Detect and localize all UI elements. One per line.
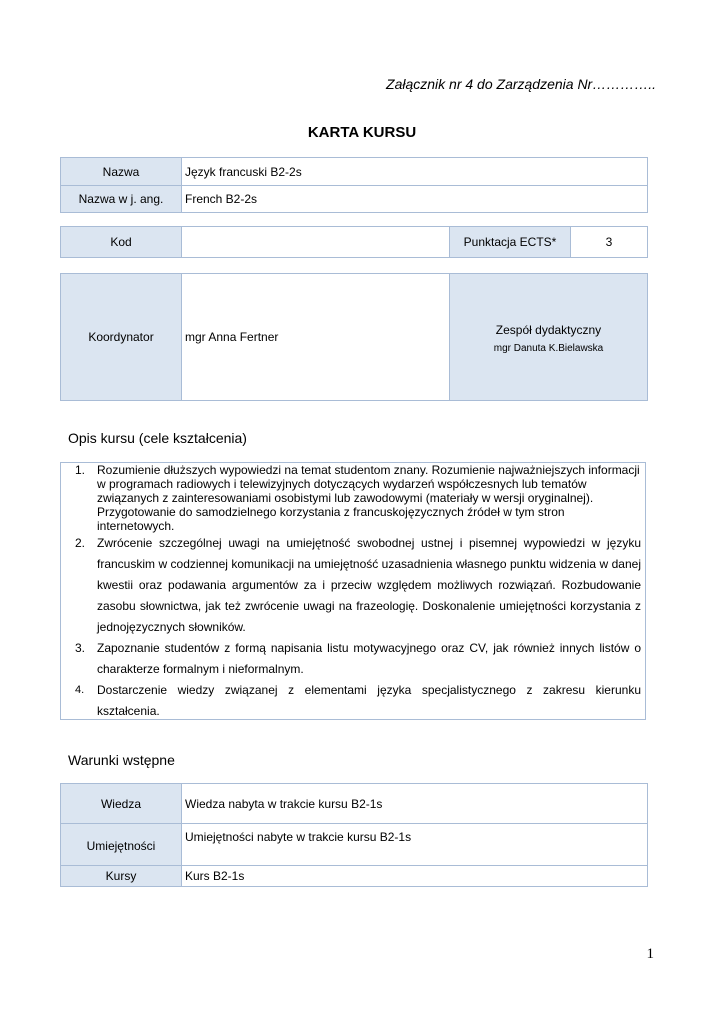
team-value: mgr Danuta K.Bielawska (493, 342, 604, 354)
name-en-label: Nazwa w j. ang. (61, 186, 182, 213)
name-label: Nazwa (61, 158, 182, 186)
prerequisites-table (60, 783, 648, 887)
coordinator-table (60, 273, 648, 401)
name-en-value: French B2-2s (182, 186, 648, 213)
list-item-number: 3. (75, 641, 86, 655)
courses-value: Kurs B2-1s (182, 866, 648, 887)
knowledge-value: Wiedza nabyta w trakcie kursu B2-1s (182, 784, 648, 824)
list-item (61, 463, 645, 533)
list-item-text: Rozumienie dłuższych wypowiedzi na temat studentom znany. Rozumienie najważniejszych informacji w programach radiowych i telewizyjnych dotyczących wydarzeń współczesnych lub tematów związanych z zainteresowaniami osobistymi lub zawodowymi (materiały w wersji oryginalnej). Przygotowanie do samodzielnego korzystania z francuskojęzycznych źródeł w tym stron internetowych. (97, 463, 640, 533)
courses-label: Kursy (61, 866, 182, 887)
prerequisites-heading: Warunki wstępne (68, 752, 175, 768)
team-label: Zespół dydaktyczny (495, 322, 602, 337)
objectives-list (61, 463, 645, 722)
list-item-number: 2. (75, 536, 86, 550)
list-item (61, 680, 645, 722)
skills-label: Umiejętności (61, 824, 182, 866)
code-table (60, 226, 648, 258)
list-item (61, 638, 645, 680)
description-heading: Opis kursu (cele kształcenia) (68, 430, 247, 446)
name-table (60, 157, 648, 213)
list-item-number: 1. (75, 463, 86, 477)
list-item (61, 533, 645, 638)
list-item-text: Dostarczenie wiedzy związanej z elementami języka specjalistycznego z zakresu kierunku kształcenia. (97, 683, 641, 718)
list-item-text: Zwrócenie szczególnej uwagi na umiejętność swobodnej ustnej i pisemnej wypowiedzi w języku francuskim w codziennej komunikacji na umiejętność uzasadnienia własnego punktu widzenia w danej kwestii oraz podawania argumentów za i przeciw względem możliwych rozwiązań. Rozbudowanie zasobu słownictwa, jak też zwrócenie uwagi na frazeologię. Doskonalenie umiejętności korzystania z jednojęzycznych słowników. (97, 536, 641, 634)
coordinator-label: Koordynator (61, 274, 182, 401)
knowledge-label: Wiedza (61, 784, 182, 824)
teaching-team-cell (450, 274, 648, 401)
ects-label: Punktacja ECTS* (450, 227, 571, 258)
list-item-number: 4. (75, 684, 85, 696)
coordinator-value: mgr Anna Fertner (182, 274, 450, 401)
ects-value: 3 (571, 227, 648, 258)
page-number: 1 (646, 946, 654, 962)
skills-value: Umiejętności nabyte w trakcie kursu B2-1s (182, 824, 648, 866)
name-value: Język francuski B2-2s (182, 158, 648, 186)
page-title: KARTA KURSU (307, 124, 417, 141)
code-label: Kod (61, 227, 182, 258)
annex-note: Załącznik nr 4 do Zarządzenia Nr………….. (386, 76, 656, 92)
list-item-text: Zapoznanie studentów z formą napisania listu motywacyjnego oraz CV, jak również innych listów o charakterze formalnym i nieformalnym. (97, 641, 641, 676)
description-box (60, 462, 646, 720)
code-value (182, 227, 450, 258)
